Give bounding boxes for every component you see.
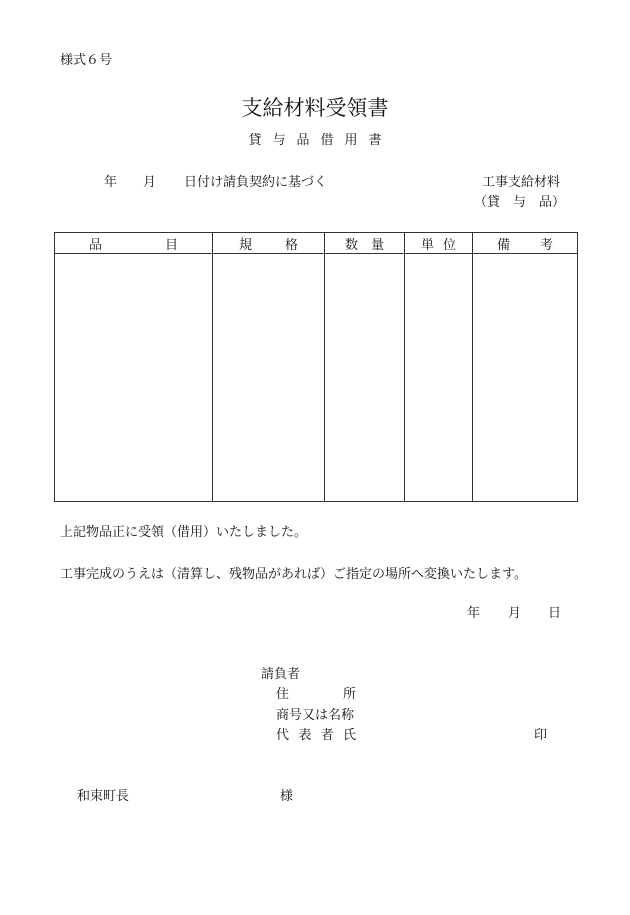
addressee-honorific: 様 <box>280 789 294 804</box>
items-table <box>54 232 578 502</box>
sign-month-label: 月 <box>508 606 522 621</box>
address-label: 住 所 <box>276 687 356 702</box>
form-number: 様式６号 <box>60 53 113 68</box>
spec-cell[interactable] <box>213 254 325 502</box>
sign-year-label: 年 <box>467 606 481 621</box>
material-type-label: 工事支給材料 <box>482 175 561 190</box>
table-body-row <box>55 254 578 502</box>
item-cell[interactable] <box>55 254 213 502</box>
contract-year-label: 年 <box>104 175 118 190</box>
representative-label: 代 表 者 氏 <box>276 728 356 743</box>
column-header-spec: 規 格 <box>213 233 325 254</box>
addressee-name: 和束町長 <box>77 789 130 804</box>
column-header-quantity: 数 量 <box>325 233 405 254</box>
contract-basis-text: 日付け請負契約に基づく <box>184 175 328 190</box>
remarks-cell[interactable] <box>473 254 578 502</box>
seal-mark: 印 <box>534 728 548 743</box>
contract-month-label: 月 <box>143 175 157 190</box>
contractor-label: 請負者 <box>261 667 301 682</box>
document-title: 支給材料受領書 <box>241 96 389 120</box>
column-header-unit: 単 位 <box>405 233 473 254</box>
material-subtype-label: （貸 与 品） <box>474 195 566 210</box>
receipt-statement: 上記物品正に受領（借用）いたしました。 <box>60 525 308 540</box>
column-header-item: 品 目 <box>55 233 213 254</box>
unit-cell[interactable] <box>405 254 473 502</box>
document-subtitle: 貸与品借用書 <box>248 133 393 148</box>
sign-day-label: 日 <box>548 606 562 621</box>
company-name-label: 商号又は名称 <box>276 708 355 723</box>
column-header-remarks: 備 考 <box>473 233 578 254</box>
table-header-row <box>55 233 578 254</box>
return-statement: 工事完成のうえは（清算し、残物品があれば）ご指定の場所へ変換いたします。 <box>60 567 527 582</box>
quantity-cell[interactable] <box>325 254 405 502</box>
